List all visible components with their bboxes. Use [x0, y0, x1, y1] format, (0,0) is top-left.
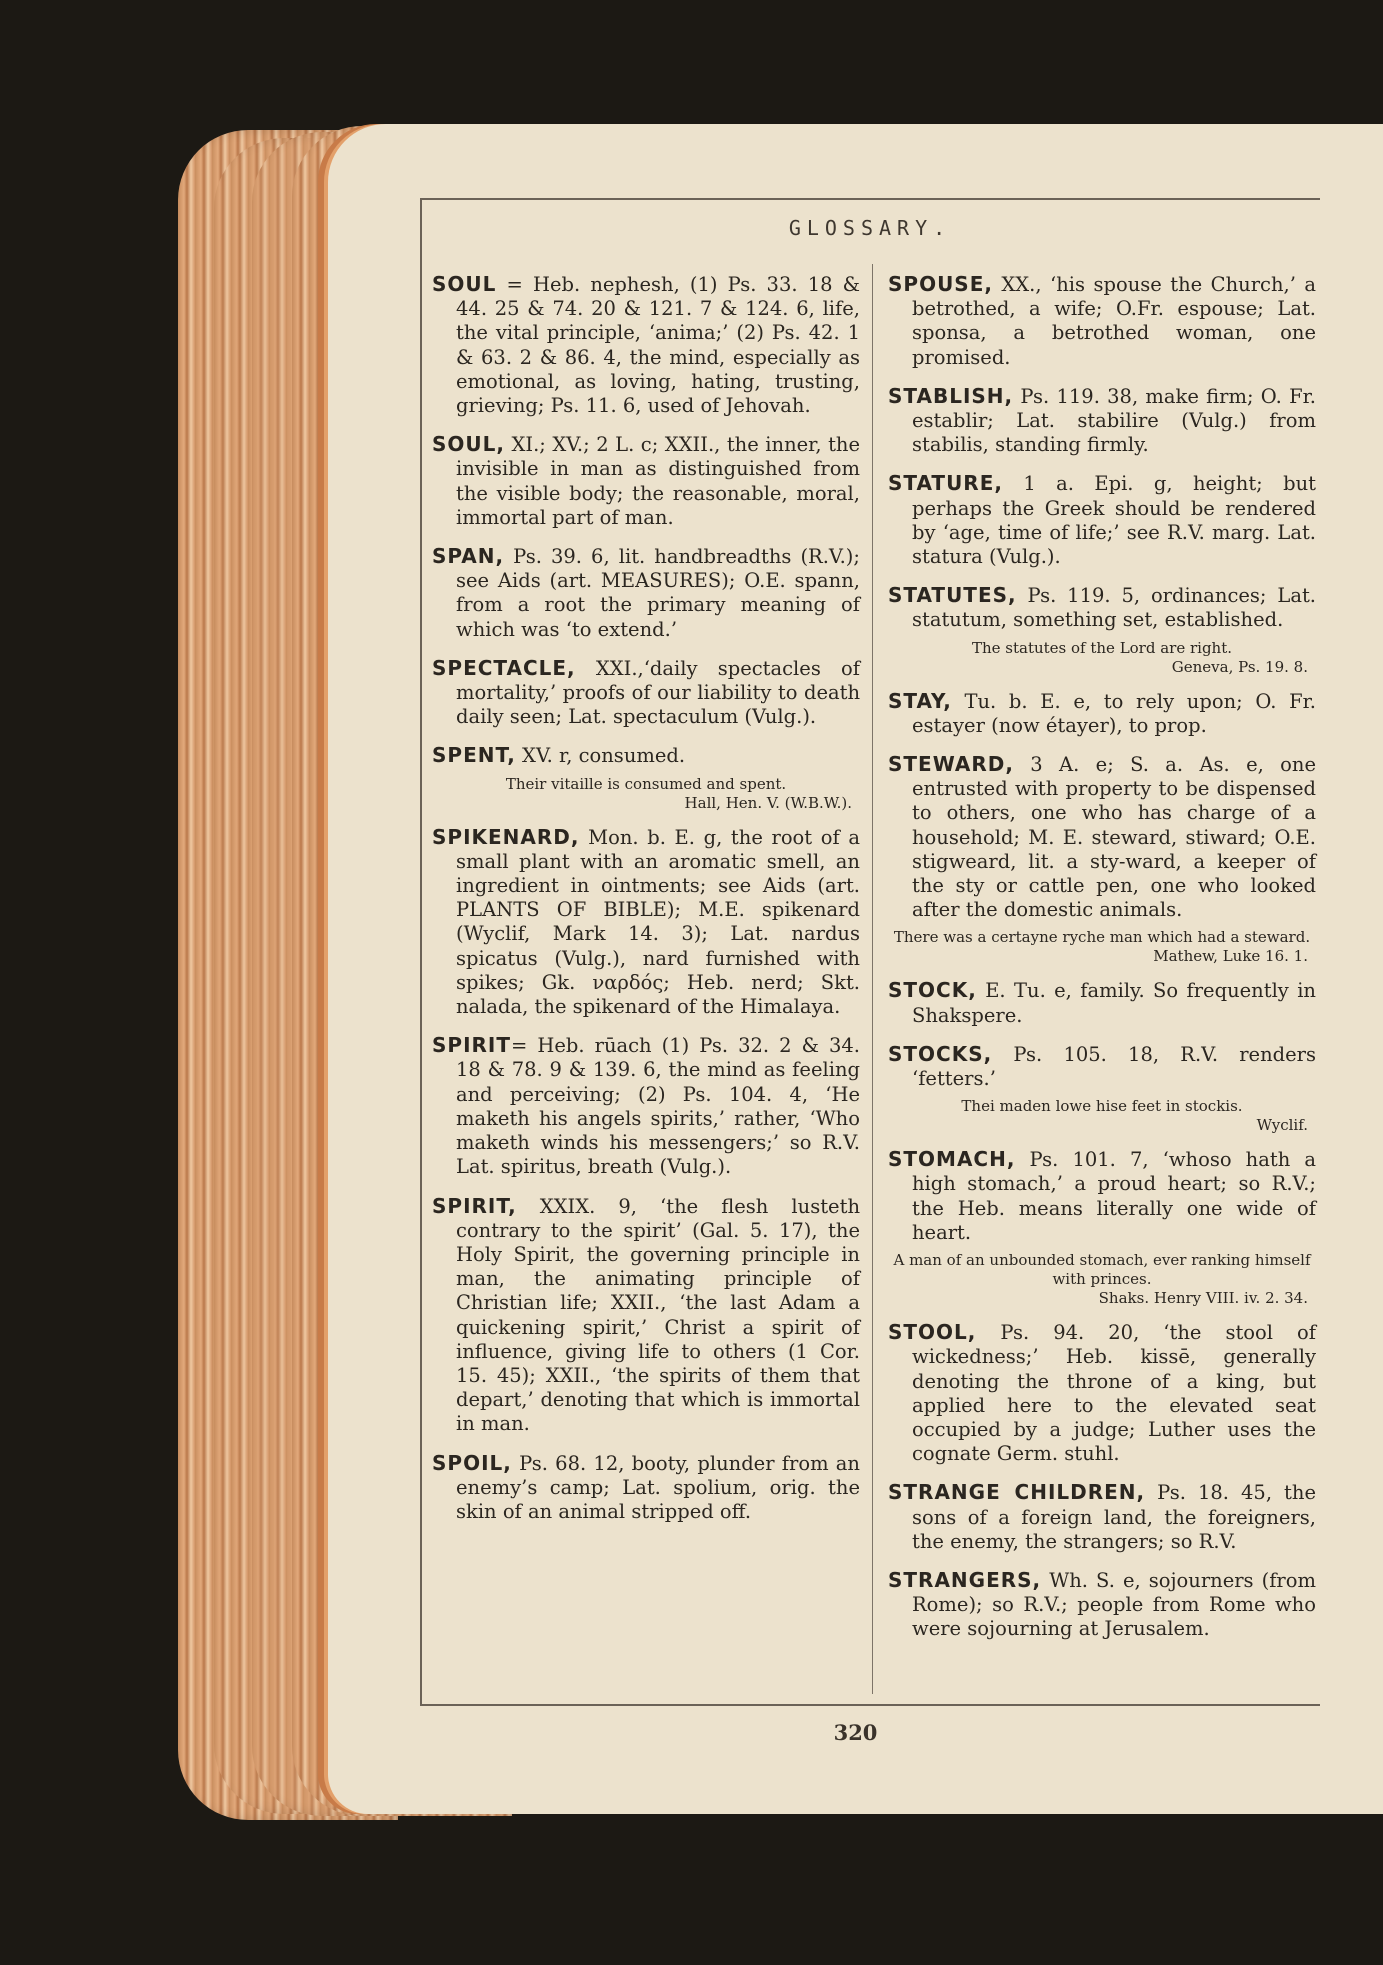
- entry-definition: Ps. 101. 7, ‘whoso hath a high stomach,’ a proud heart; so R.V.; the Heb. means literally one wide of heart.: [912, 1148, 1316, 1244]
- entry-definition: Ps. 68. 12, booty, plunder from an enemy’s camp; Lat. spolium, orig. the skin of an animal stripped off.: [456, 1451, 860, 1523]
- page-number: 320: [833, 1720, 878, 1745]
- entry-headword: STOCK,: [888, 978, 977, 1003]
- quote-text: The statutes of the Lord are right.: [971, 638, 1233, 657]
- entry-definition: Wh. S. e, sojourners (from Rome); so R.V.; people from Rome who were sojourning at Jerusalem.: [912, 1568, 1316, 1641]
- entry-headword: STRANGERS,: [888, 1567, 1042, 1592]
- quote-text: There was a certayne ryche man which had a steward.: [893, 928, 1311, 947]
- glossary-entry: [888, 752, 1316, 922]
- top-rule: [420, 198, 1320, 200]
- entry-definition: XXIX. 9, ‘the flesh lusteth contrary to the spirit’ (Gal. 5. 17), the Holy Spirit, the governing principle in man, the animating principle of Christian life; XXII., ‘the last Adam a quickening spirit,’ Christ a spirit of influence, giving life to others (1 Cor. 15. 45); XXII., ‘the spirits of them that depart,’ denoting that which is immortal in man.: [456, 1194, 860, 1436]
- glossary-entry: [432, 1194, 860, 1437]
- citation-quote: [888, 928, 1316, 966]
- glossary-entry: [888, 978, 1316, 1027]
- citation-quote: [888, 1097, 1316, 1135]
- glossary-entry: [888, 1480, 1316, 1554]
- entry-headword: SOUL: [432, 272, 497, 296]
- glossary-entry: [432, 1033, 860, 1179]
- quote-source: Shaks. Henry VIII. iv. 2. 34.: [1098, 1289, 1308, 1308]
- quote-source: Hall, Hen. V. (W.B.W.).: [684, 793, 852, 812]
- entry-definition: 3 A. e; S. a. As. e, one entrusted with property to be dispensed to others, one who has charge of a household; M. E. steward, stiward; O.E. stigweard, lit. a sty-ward, a keeper of the sty or cattle pen, one who looked after the domestic animals.: [912, 753, 1316, 922]
- entry-definition: XI.; XV.; 2 L. c; XXII., the inner, the invisible in man as distinguished from the visible body; the reasonable, moral, immortal part of man.: [456, 433, 860, 529]
- right-column: [888, 272, 1316, 1656]
- quote-source: Mathew, Luke 16. 1.: [1153, 947, 1308, 966]
- quote-source: Wyclif.: [1256, 1116, 1308, 1135]
- entry-headword: STRANGE CHILDREN,: [888, 1480, 1146, 1505]
- entry-headword: STOCKS,: [888, 1041, 993, 1066]
- entry-definition: Ps. 119. 5, ordinances; Lat. statutum, something set, established.: [912, 584, 1316, 632]
- glossary-entry: [888, 689, 1316, 738]
- entry-headword: SPOIL,: [432, 1450, 512, 1475]
- entry-headword: SPECTACLE,: [432, 655, 576, 680]
- glossary-entry: [888, 471, 1316, 569]
- entry-headword: STAY,: [888, 688, 952, 713]
- glossary-entry: [432, 544, 860, 642]
- glossary-entry: [432, 272, 860, 418]
- entry-headword: STATURE,: [888, 471, 1003, 496]
- entry-headword: STATUTES,: [888, 583, 1017, 608]
- entry-definition: E. Tu. e, family. So frequently in Shakspere.: [912, 979, 1316, 1027]
- entry-headword: SPIKENARD,: [432, 824, 580, 849]
- quote-source: Geneva, Ps. 19. 8.: [1171, 657, 1308, 676]
- glossary-entry: [432, 656, 860, 730]
- quote-text: Their vitaille is consumed and spent.: [505, 774, 787, 793]
- bottom-rule: [420, 1704, 1320, 1706]
- glossary-entry: [888, 583, 1316, 632]
- entry-headword: SPOUSE,: [888, 272, 993, 296]
- glossary-entry: [432, 825, 860, 1020]
- entry-definition: Ps. 94. 20, ‘the stool of wickedness;’ Heb. kissē, generally denoting the throne of a king, but applied here to the elevated seat occupied by a judge; Luther uses the cognate Germ. stuhl.: [912, 1321, 1316, 1466]
- glossary-entry: [888, 272, 1316, 370]
- glossary-entry: [888, 1042, 1316, 1091]
- glossary-entry: [432, 432, 860, 530]
- running-head: GLOSSARY.: [788, 216, 952, 240]
- entry-definition: Tu. b. E. e, to rely upon; O. Fr. estayer (now étayer), to prop.: [912, 689, 1316, 737]
- quote-text: Thei maden lowe hise feet in stockis.: [961, 1097, 1243, 1116]
- entry-headword: SPIRIT,: [432, 1193, 517, 1218]
- glossary-entry: [888, 1568, 1316, 1642]
- book-page: [328, 124, 1383, 1814]
- entry-definition: Ps. 39. 6, lit. handbreadths (R.V.); see Aids (art. MEASURES); O.E. spann, from a root the primary meaning of which was ‘to extend.’: [456, 545, 860, 641]
- entry-headword: STOOL,: [888, 1320, 977, 1345]
- entry-headword: STABLISH,: [888, 383, 1014, 408]
- glossary-entry: [888, 1320, 1316, 1466]
- entry-definition: 1 a. Epi. g, height; but perhaps the Greek should be rendered by ‘age, time of life;’ see R.V. marg. Lat. statura (Vulg.).: [912, 472, 1316, 569]
- citation-quote: [888, 1251, 1316, 1308]
- column-divider: [872, 264, 873, 1694]
- left-column: [432, 272, 860, 1538]
- quote-text: A man of an unbounded stomach, ever ranking himself with princes.: [893, 1251, 1311, 1289]
- entry-headword: STOMACH,: [888, 1147, 1016, 1172]
- entry-definition: = Heb. rūach (1) Ps. 32. 2 & 34. 18 & 78. 9 & 139. 6, the mind as feeling and perceiving; (2) Ps. 104. 4, ‘He maketh his angels spirits,’ rather, ‘Who maketh winds his messengers;’ so R.V. Lat. spiritus, breath (Vulg.).: [456, 1034, 860, 1179]
- entry-headword: SOUL,: [432, 432, 505, 457]
- side-rule: [420, 198, 422, 1706]
- entry-definition: Ps. 18. 45, the sons of a foreign land, the foreigners, the enemy, the strangers; so R.V.: [912, 1481, 1316, 1553]
- glossary-entry: [888, 384, 1316, 458]
- citation-quote: [888, 639, 1316, 677]
- citation-quote: [432, 775, 860, 813]
- entry-headword: SPAN,: [432, 544, 505, 569]
- entry-definition: XXI.,‘daily spectacles of mortality,’ proofs of our liability to death daily seen; Lat. spectaculum (Vulg.).: [456, 656, 860, 729]
- entry-definition: XV. r, consumed.: [515, 744, 686, 768]
- entry-headword: STEWARD,: [888, 752, 1014, 777]
- glossary-entry: [432, 1451, 860, 1525]
- entry-definition: Ps. 119. 38, make firm; O. Fr. establir; Lat. stabilire (Vulg.) from stabilis, standing firmly.: [912, 384, 1316, 457]
- entry-definition: Ps. 105. 18, R.V. renders ‘fetters.’: [912, 1042, 1316, 1091]
- entry-headword: SPIRIT: [432, 1033, 511, 1058]
- entry-headword: SPENT,: [432, 743, 516, 768]
- glossary-entry: [888, 1147, 1316, 1245]
- glossary-entry: [432, 743, 860, 768]
- entry-definition: XX., ‘his spouse the Church,’ a betrothed, a wife; O.Fr. espouse; Lat. sponsa, a betrothed woman, one promised.: [912, 273, 1316, 369]
- entry-definition: Mon. b. E. g, the root of a small plant with an aromatic smell, an ingredient in ointments; see Aids (art. PLANTS OF BIBLE); M.E. spikenard (Wyclif, Mark 14. 3); Lat. nardus spicatus (Vulg.), nard furnished with spikes; Gk. ναρδός; Heb. nerd; Skt. nalada, the spikenard of the Himalaya.: [456, 825, 860, 1019]
- entry-definition: = Heb. nephesh, (1) Ps. 33. 18 & 44. 25 & 74. 20 & 121. 7 & 124. 6, life, the vital principle, ‘anima;’ (2) Ps. 42. 1 & 63. 2 & 86. 4, the mind, especially as emotional, as loving, hating, trusting, grieving; Ps. 11. 6, used of Jehovah.: [456, 273, 860, 418]
